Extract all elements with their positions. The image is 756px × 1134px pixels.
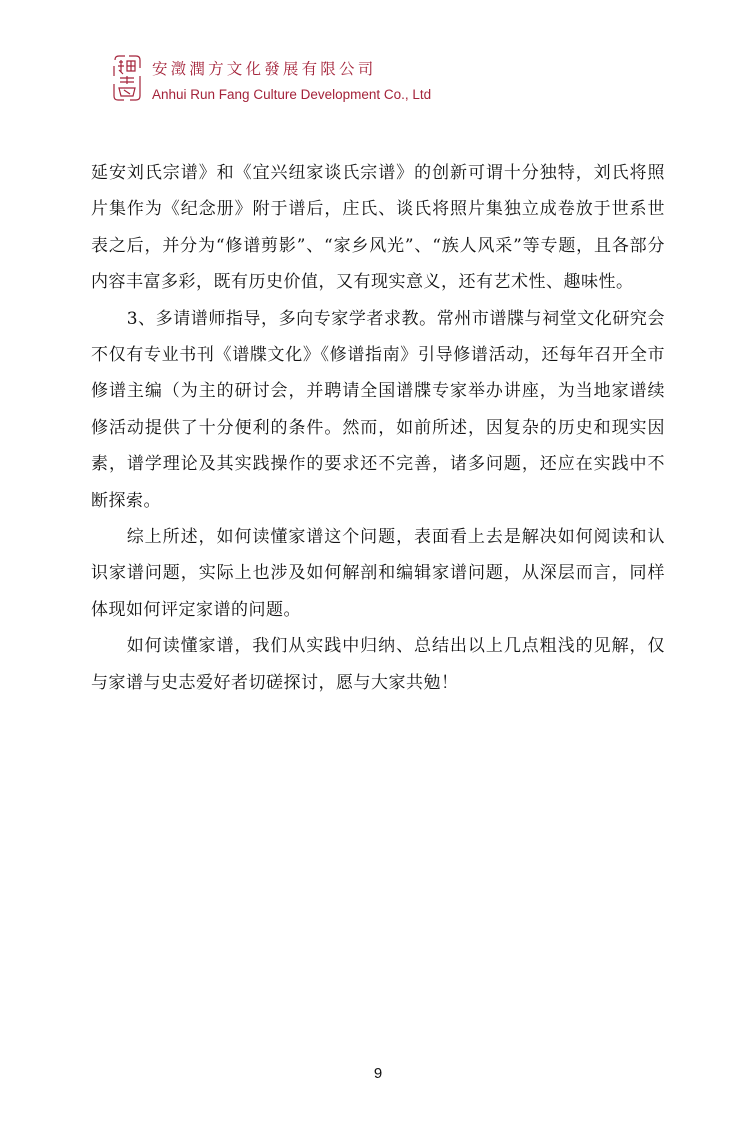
letterhead — [112, 50, 532, 106]
document-body — [91, 155, 665, 701]
company-seal-icon — [112, 54, 142, 102]
paragraph-item-3: 3、多请谱师指导，多向专家学者求教。常州市谱牒与祠堂文化研究会不仅有专业书刊《谱牒文化》《修谱指南》引导修谱活动，还每年召开全市修谱主编（为主的研讨会，并聘请全国谱牒专家举办讲座，为当地家谱续修活动提供了十分便利的条件。然而，如前所述，因复杂的历史和现实因素，谱学理论及其实践操作的要求还不完善，诸多问题，还应在实践中不断探索。 — [91, 308, 665, 511]
paragraph-continued: 延安刘氏宗谱》和《宜兴纽家谈氏宗谱》的创新可谓十分独特，刘氏将照片集作为《纪念册》附于谱后，庄氏、谈氏将照片集独立成卷放于世系世表之后，并分为“修谱剪影”、“家乡风光”、“族人风采”等专题，且各部分内容丰富多彩，既有历史价值，又有现实意义，还有艺术性、趣味性。 — [91, 163, 665, 293]
company-name-chinese: 安澂潤方文化發展有限公司 — [152, 60, 377, 78]
company-name-english: Anhui Run Fang Culture Development Co., Ltd — [152, 87, 432, 102]
paragraph-closing: 如何读懂家谱，我们从实践中归纳、总结出以上几点粗浅的见解，仅与家谱与史志爱好者切磋探讨，愿与大家共勉！ — [91, 636, 665, 693]
page-number: 9 — [373, 1065, 383, 1082]
paragraph-summary: 综上所述，如何读懂家谱这个问题，表面看上去是解决如何阅读和认识家谱问题，实际上也涉及如何解剖和编辑家谱问题，从深层而言，同样体现如何评定家谱的问题。 — [91, 527, 665, 620]
